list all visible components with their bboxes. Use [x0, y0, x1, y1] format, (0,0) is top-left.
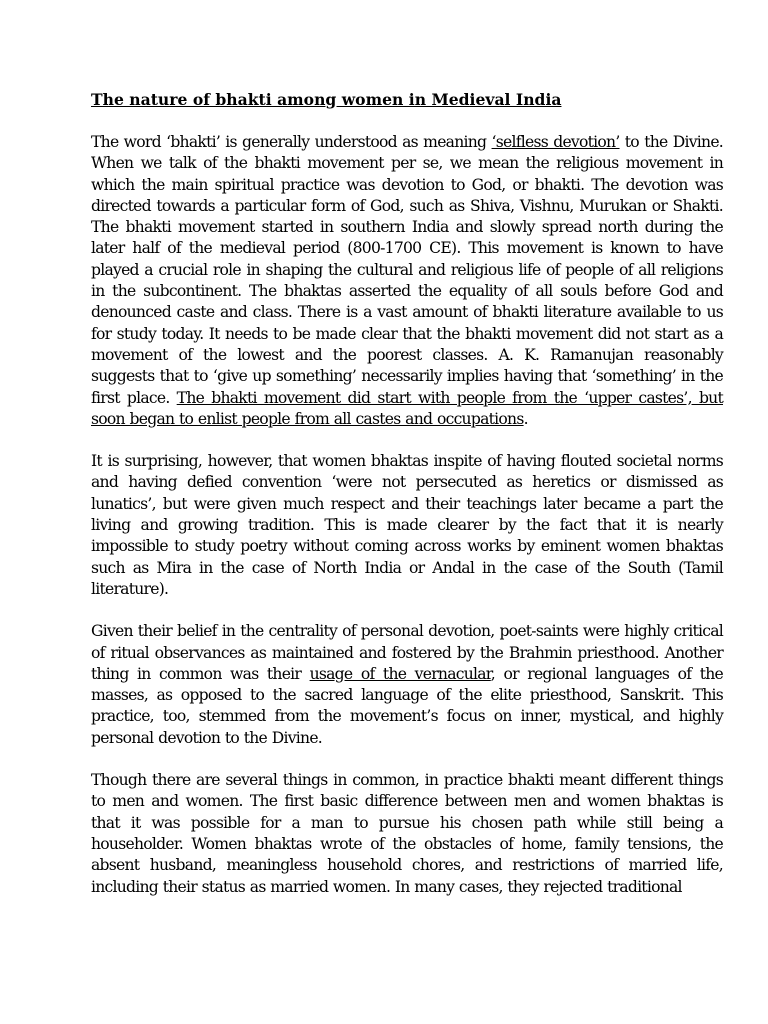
underlined-sentence-upper-castes: The bhakti movement did start with people from the ‘upper castes’, but soon began to enlist people from all castes and occupations — [91, 388, 723, 428]
document-title: The nature of bhakti among women in Medieval India — [91, 90, 562, 109]
paragraph-3-text-b: , or regional languages of the masses, as opposed to the sacred language of the elite priesthood, Sanskrit. This practice, too, stemmed from the movement’s focus on inner, mystical, and highly personal devotion to the Divine. — [91, 664, 723, 747]
underlined-phrase-vernacular: usage of the vernacular — [309, 664, 491, 683]
document-page — [91, 89, 723, 898]
underlined-phrase-selfless-devotion: ‘selfless devotion’ — [491, 133, 620, 151]
paragraph-3 — [91, 621, 723, 749]
paragraph-4: Though there are several things in common, in practice bhakti meant different things to men and women. The first basic difference between men and women bhaktas is that it was possible for a man to pursue his chosen path while still being a householder. Women bhaktas wrote of the obstacles of home, family tensions, the absent husband, meaningless household chores, and restrictions of married life, including their status as married women. In many cases, they rejected traditional — [91, 771, 723, 896]
paragraph-1-text-a: The word ‘bhakti’ is generally understood as meaning — [91, 133, 492, 151]
paragraph-1-text-b: to the Divine. When we talk of the bhakti movement per se, we mean the religious movement in which the main spiritual practice was devotion to God, or bhakti. The devotion was directed towards a particular form of God, such as Shiva, Vishnu, Murukan or Shakti. The bhakti movement started in southern India and slowly spread north during the later half of the medieval period (800-1700 CE). This movement is known to have played a crucial role in shaping the cultural and religious life of people of all religions in the subcontinent. The bhaktas asserted the equality of all souls before God and denounced caste and class. There is a vast amount of bhakti literature available to us for study today. It needs to be made clear that the bhakti movement did not start as a movement of the lowest and the poorest classes. A. K. Ramanujan reasonably suggests that to ‘give up something’ necessarily implies having that ‘something’ in the first place. — [91, 133, 724, 407]
paragraph-1 — [91, 132, 723, 430]
paragraph-2: It is surprising, however, that women bhaktas inspite of having flouted societal norms and having defied convention ‘were not persecuted as heretics or dismissed as lunatics’, but were given much respect and their teachings later became a part the living and growing tradition. This is made clearer by the fact that it is nearly impossible to study poetry without coming across works by eminent women bhaktas such as Mira in the case of North India or Andal in the case of the South (Tamil literature). — [91, 452, 723, 598]
paragraph-3-text-a: Given their belief in the centrality of personal devotion, poet-saints were highly critical of ritual observances as maintained and fostered by the Brahmin priesthood. Another thing in common was their — [91, 622, 723, 683]
paragraph-1-text-c: . — [523, 409, 528, 428]
